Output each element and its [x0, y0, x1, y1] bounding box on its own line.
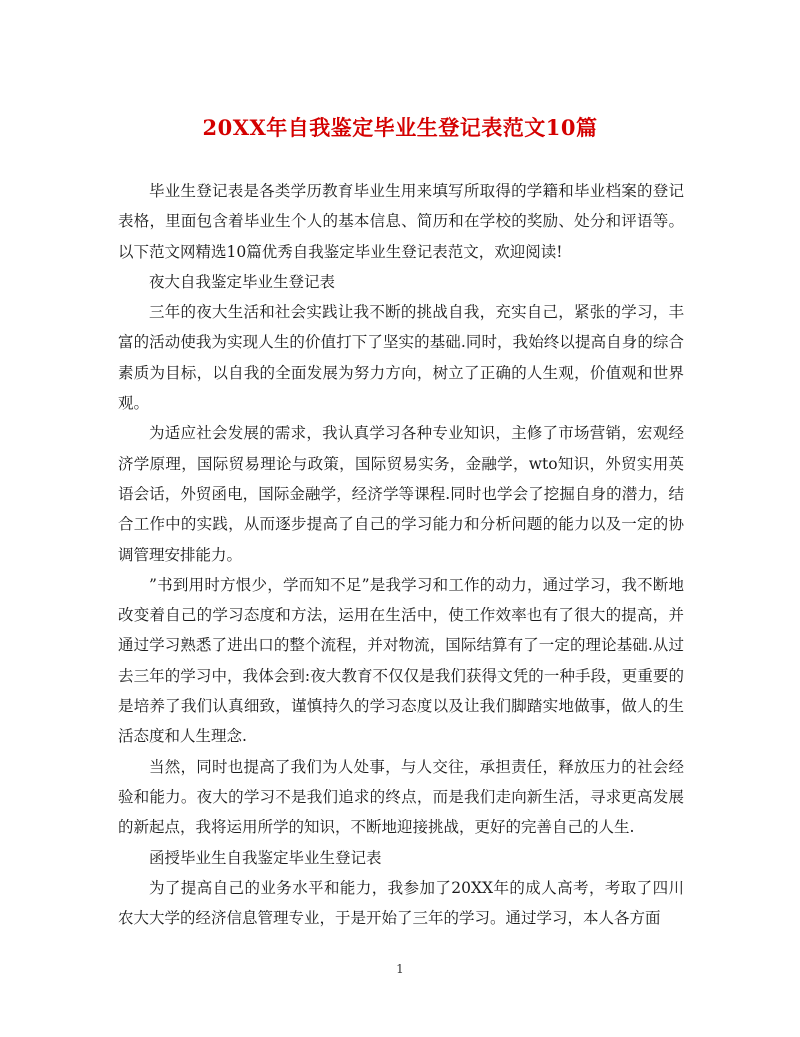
body-paragraph: 三年的夜大生活和社会实践让我不断的挑战自我，充实自己，紧张的学习，丰富的活动使我为实现人生的价值打下了坚实的基础.同时，我始终以提高自身的综合素质为目标，以自我的全面发展为努力方向，树立了正确的人生观，价值观和世界观。	[118, 303, 684, 413]
body-paragraph: 为了提高自己的业务水平和能力，我参加了20XX年的成人高考，考取了四川农大大学的经济信息管理专业，于是开始了三年的学习。通过学习，本人各方面	[118, 878, 684, 928]
body-paragraph: 当然，同时也提高了我们为人处事，与人交往，承担责任，释放压力的社会经验和能力。夜大的学习不是我们追求的终点，而是我们走向新生活，寻求更高发展的新起点，我将运用所学的知识，不断地迎接挑战，更好的完善自己的人生.	[118, 757, 684, 837]
intro-paragraph: 毕业生登记表是各类学历教育毕业生用来填写所取得的学籍和毕业档案的登记表格，里面包含着毕业生个人的基本信息、简历和在学校的奖励、处分和评语等。以下范文网精选10篇优秀自我鉴定毕业生登记表范文，欢迎阅读!	[118, 182, 684, 261]
document-title: 20XX年自我鉴定毕业生登记表范文10篇	[202, 115, 598, 140]
section-heading-night-school: 夜大自我鉴定毕业生登记表	[149, 272, 336, 291]
page-number: 1	[396, 962, 404, 976]
section-heading-correspondence: 函授毕业生自我鉴定毕业生登记表	[149, 848, 382, 867]
document-body	[118, 176, 684, 933]
body-paragraph: 为适应社会发展的需求，我认真学习各种专业知识，主修了市场营销，宏观经济学原理，国际贸易理论与政策，国际贸易实务，金融学，wto知识，外贸实用英语会话，外贸函电，国际金融学，经济学等课程.同时也学会了挖掘自身的潜力，结合工作中的实践，从而逐步提高了自己的学习能力和分析问题的能力以及一定的协调管理安排能力。	[118, 424, 684, 564]
body-paragraph: ”书到用时方恨少，学而知不足”是我学习和工作的动力，通过学习，我不断地改变着自己的学习态度和方法，运用在生活中，使工作效率也有了很大的提高，并通过学习熟悉了进出口的整个流程，并对物流，国际结算有了一定的理论基础.从过去三年的学习中，我体会到:夜大教育不仅仅是我们获得文凭的一种手段，更重要的是培养了我们认真细致，谨慎持久的学习态度以及让我们脚踏实地做事，做人的生活态度和人生理念.	[118, 575, 684, 746]
